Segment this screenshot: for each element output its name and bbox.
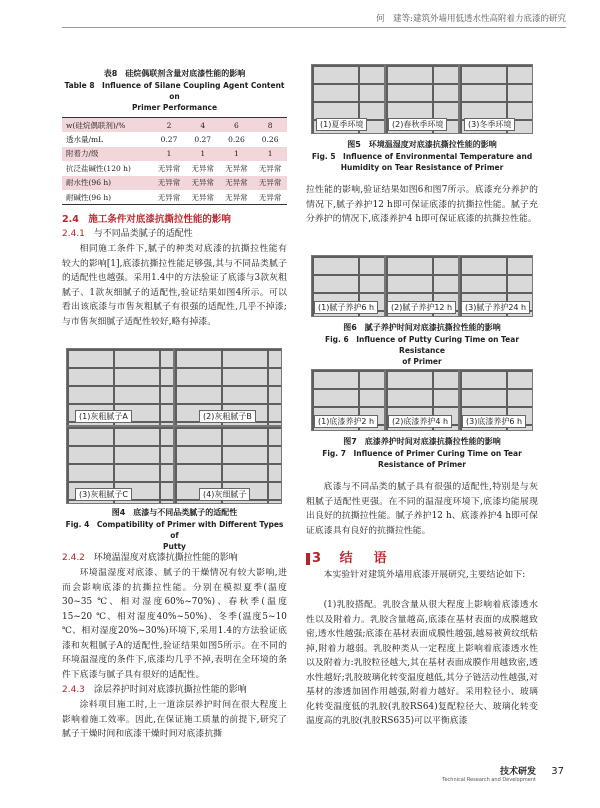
section-2-4-2-paragraph: 环境温湿度对底漆、腻子的干燥情况有较大影响,进而会影响底漆的抗撕拉性能。分别在模拟夏季(温度30~35 ℃、相对湿度60%~70%)、春秋季(温度15~20 ℃、相对湿度40%~50%)、冬季(温度5~10 ℃、相对湿度20%~30%)环境下,采用1.4的方法验证底漆和灰粗腻子A的适配性,验证结果如图5所示。在不同的环境温湿度的条件下,底漆均几乎不掉,表明在全环境的条件下底漆与腻子具有很好的适配性。 xyxy=(62,568,287,680)
fig7-photo-3 xyxy=(459,369,533,431)
figure5 xyxy=(311,64,533,134)
right-paragraph-1: 拉性能的影响,验证结果如图6和图7所示。底漆充分养护的情况下,腻子养护12 h即可保证底漆的抗撕拉性能。腻子充分养护的情况下,底漆养护4 h即可保证底漆的抗撕拉性能。 xyxy=(306,185,538,224)
table-cell: 0.27 xyxy=(194,134,212,144)
fig4-photo-2 xyxy=(174,348,282,426)
table-cell: 无异常 xyxy=(186,190,220,205)
section-3-title: 结 语 xyxy=(339,551,391,566)
footer-journal-cn: 技术研发 xyxy=(499,767,536,777)
right-paragraph-2: 底漆与不同品类的腻子具有很强的适配性,特别是与灰粗腻子适配性更强。在不同的温湿度环境下,底漆均能展现出良好的抗撕拉性能。腻子养护12 h、底漆养护4 h即可保证底漆具有良好的抗撕拉性能。 xyxy=(306,482,538,536)
section-2-4-2-heading xyxy=(62,551,238,565)
table-cell: 无异常 xyxy=(220,190,254,205)
fig4-photo-3 xyxy=(66,426,174,504)
fig4-caption-en-2: Putty xyxy=(163,542,186,551)
fig6-photo-1 xyxy=(311,255,385,317)
table-cell: 1 xyxy=(152,147,186,162)
table-cell: 透水量/mL xyxy=(66,134,104,144)
table-cell: 无异常 xyxy=(152,176,186,191)
table-cell: 无异常 xyxy=(258,163,282,173)
table-cell: 4 xyxy=(186,118,220,133)
fig5-caption-en-1: Fig. 5 Influence of Environmental Temperature and xyxy=(311,152,533,161)
table-cell: 无异常 xyxy=(253,176,287,191)
table8-title-en-1: Table 8 Influence of Silane Coupling Agent Content on xyxy=(64,81,285,101)
fig5-caption-en-2: Humidity on Tear Resistance of Primer xyxy=(340,163,504,172)
fig6-label-2: (2)腻子养护12 h xyxy=(387,301,456,314)
table-cell: 0.27 xyxy=(160,134,178,144)
footer-journal xyxy=(442,764,536,783)
fig4-photo-4 xyxy=(174,426,282,504)
running-header: 何 建等:建筑外墙用低透水性高附着力底漆的研究 xyxy=(376,14,566,24)
header-rule xyxy=(62,27,566,28)
section-2-4-3-num: 2.4.3 xyxy=(62,685,85,695)
table-cell: 1 xyxy=(186,147,220,162)
section-2-4-3-heading xyxy=(62,683,247,697)
fig7-caption-en-1: Fig. 7 Influence of Primer Curing Time on Tear xyxy=(322,449,522,458)
section-2-4-title: 2.4 施工条件对底漆抗撕拉性能的影响 xyxy=(62,214,231,225)
section-3-paragraph-1: 本实验针对建筑外墙用底漆开展研究,主要结论如下: xyxy=(323,570,526,580)
fig4-label-4: (4)灰细腻子 xyxy=(199,488,250,501)
table-cell: 1 xyxy=(253,147,287,162)
table-cell: w(硅烷偶联剂)/% xyxy=(62,118,152,133)
fig4-photo-1 xyxy=(66,348,174,426)
fig5-label-2: (2)春秋季环境 xyxy=(388,118,447,131)
table-row xyxy=(62,118,287,133)
table-cell: 抗泛盐碱性(120 h) xyxy=(66,163,131,173)
table-cell: 0.26 xyxy=(261,134,279,144)
fig5-label-1: (1)夏季环境 xyxy=(316,118,367,131)
section-2-4-3-title: 涂层养护时间对底漆抗撕拉性能的影响 xyxy=(93,685,247,695)
fig6-label-1: (1)腻子养护6 h xyxy=(314,301,378,314)
section-2-4-1-paragraph: 相同施工条件下,腻子的种类对底漆的抗撕拉性能有较大的影响[1],底漆抗撕拉性能足够强,其与不同品类腻子的适配性也越强。采用1.4中的方法验证了底漆与3款灰粗腻子、1款灰细腻子的适配性,验证结果如图4所示。可以看出该底漆与市售灰粗腻子有很强的适配性,几乎不掉漆;与市售灰细腻子适配性较好,略有掉漆。 xyxy=(62,244,287,327)
page-number: 37 xyxy=(551,766,564,777)
table-row xyxy=(62,176,287,191)
table-cell: 耐水性(96 h) xyxy=(62,176,152,191)
table-cell: 6 xyxy=(220,118,254,133)
fig6-caption-en-1: Fig. 6 Influence of Putty Curing Time on Tear Resistance xyxy=(324,335,520,355)
table-cell: 耐碱性(96 h) xyxy=(62,190,152,205)
fig5-photo-3 xyxy=(459,64,533,134)
section-3-heading xyxy=(306,547,391,566)
fig7-label-1: (1)底漆养护2 h xyxy=(314,415,378,428)
fig6-photo-2 xyxy=(385,255,459,317)
section-3-paragraph-2: (1)乳胶搭配。乳胶含量从很大程度上影响着底漆透水性以及附着力。乳胶含量越高,底漆在基材表面的成膜越致密,透水性越强;底漆在基材表面成膜性越强,越易被黄纹纸粘掉,附着力越弱。乳胶种类从一定程度上影响着底漆透水性以及附着力:乳胶粒径越大,其在基材表面成膜作用越致密,透水性越好;乳胶玻璃化转变温度越低,其分子链活动性越强,对基材的渗透加固作用越强,附着力越好。采用粒径小、玻璃化转变温度低的乳胶(乳胶RS64)复配粒径大、玻璃化转变温度高的乳胶(乳胶RS635)可以平衡底漆 xyxy=(306,600,538,726)
table-cell: 0.26 xyxy=(228,134,245,144)
fig5-photo-1 xyxy=(311,64,385,134)
fig6-label-3: (3)腻子养护24 h xyxy=(461,301,530,314)
table-cell: 无异常 xyxy=(186,176,220,191)
section-2-4-2-num: 2.4.2 xyxy=(62,553,85,563)
fig5-caption xyxy=(306,139,538,173)
table-row xyxy=(62,132,287,147)
fig7-label-3: (3)底漆养护6 h xyxy=(462,415,526,428)
fig5-label-3: (3)冬季环境 xyxy=(464,118,515,131)
fig6-caption-en-2: of Primer xyxy=(402,357,442,366)
fig7-caption-cn: 图7 底漆养护时间对底漆抗撕拉性能的影响 xyxy=(343,437,501,446)
fig5-caption-cn: 图5 环境温湿度对底漆抗撕拉性能的影响 xyxy=(347,140,497,149)
section-2-4-1-num: 2.4.1 xyxy=(62,229,85,239)
figure6 xyxy=(311,255,533,317)
fig4-label-3: (3)灰粗腻子C xyxy=(75,488,132,501)
table-cell: 2 xyxy=(152,118,186,133)
section-2-4-2-title: 环境温湿度对底漆抗撕拉性能的影响 xyxy=(93,553,238,563)
figure4 xyxy=(66,348,282,504)
fig4-caption-cn: 图4 底漆与不同品类腻子的适配性 xyxy=(111,508,238,517)
fig6-caption-cn: 图6 腻子养护时间对底漆抗撕拉性能的影响 xyxy=(343,323,501,332)
table8-title-en-2: Primer Performance xyxy=(131,103,218,112)
table-row xyxy=(62,161,287,176)
footer-journal-en: Technical Research and Development xyxy=(442,777,536,783)
fig7-photo-2 xyxy=(385,369,459,431)
fig7-label-2: (2)底漆养护4 h xyxy=(388,415,452,428)
table8-block xyxy=(62,68,287,205)
fig4-caption xyxy=(62,507,287,552)
table-row xyxy=(62,147,287,162)
fig5-photo-2 xyxy=(385,64,459,134)
table-cell: 1 xyxy=(220,147,254,162)
table-cell: 无异常 xyxy=(157,163,181,173)
section-2-4-1-title: 与不同品类腻子的适配性 xyxy=(93,229,193,239)
fig7-caption-en-2: Resistance of Primer xyxy=(378,460,466,469)
section-3-num: 3 xyxy=(312,551,326,566)
table-cell: 无异常 xyxy=(253,190,287,205)
section-2-4-3-paragraph: 涂料项目施工时,上一道涂层养护时间在很大程度上影响着施工效率。因此,在保证施工质量的前提下,研究了腻子干燥时间和底漆干燥时间对底漆抗撕 xyxy=(62,700,287,739)
fig4-label-1: (1)灰粗腻子A xyxy=(75,410,132,423)
table-row xyxy=(62,190,287,205)
table-cell: 附着力/级 xyxy=(62,147,152,162)
table-cell: 8 xyxy=(253,118,287,133)
fig6-caption xyxy=(306,322,538,367)
table8-title-cn: 表8 硅烷偶联剂含量对底漆性能的影响 xyxy=(103,69,246,78)
table8 xyxy=(62,117,287,205)
fig6-photo-3 xyxy=(459,255,533,317)
section-marker xyxy=(306,553,310,565)
fig7-caption xyxy=(306,436,538,470)
table-cell: 无异常 xyxy=(152,190,186,205)
table-cell: 无异常 xyxy=(220,176,254,191)
figure7 xyxy=(311,369,533,431)
fig4-label-2: (2)灰粗腻子B xyxy=(199,410,256,423)
table-cell: 无异常 xyxy=(191,163,214,173)
table-cell: 无异常 xyxy=(225,163,248,173)
section-2-4-1-heading xyxy=(62,227,193,241)
fig7-photo-1 xyxy=(311,369,385,431)
fig4-caption-en-1: Fig. 4 Compatibility of Primer with Different Types of xyxy=(65,520,284,540)
